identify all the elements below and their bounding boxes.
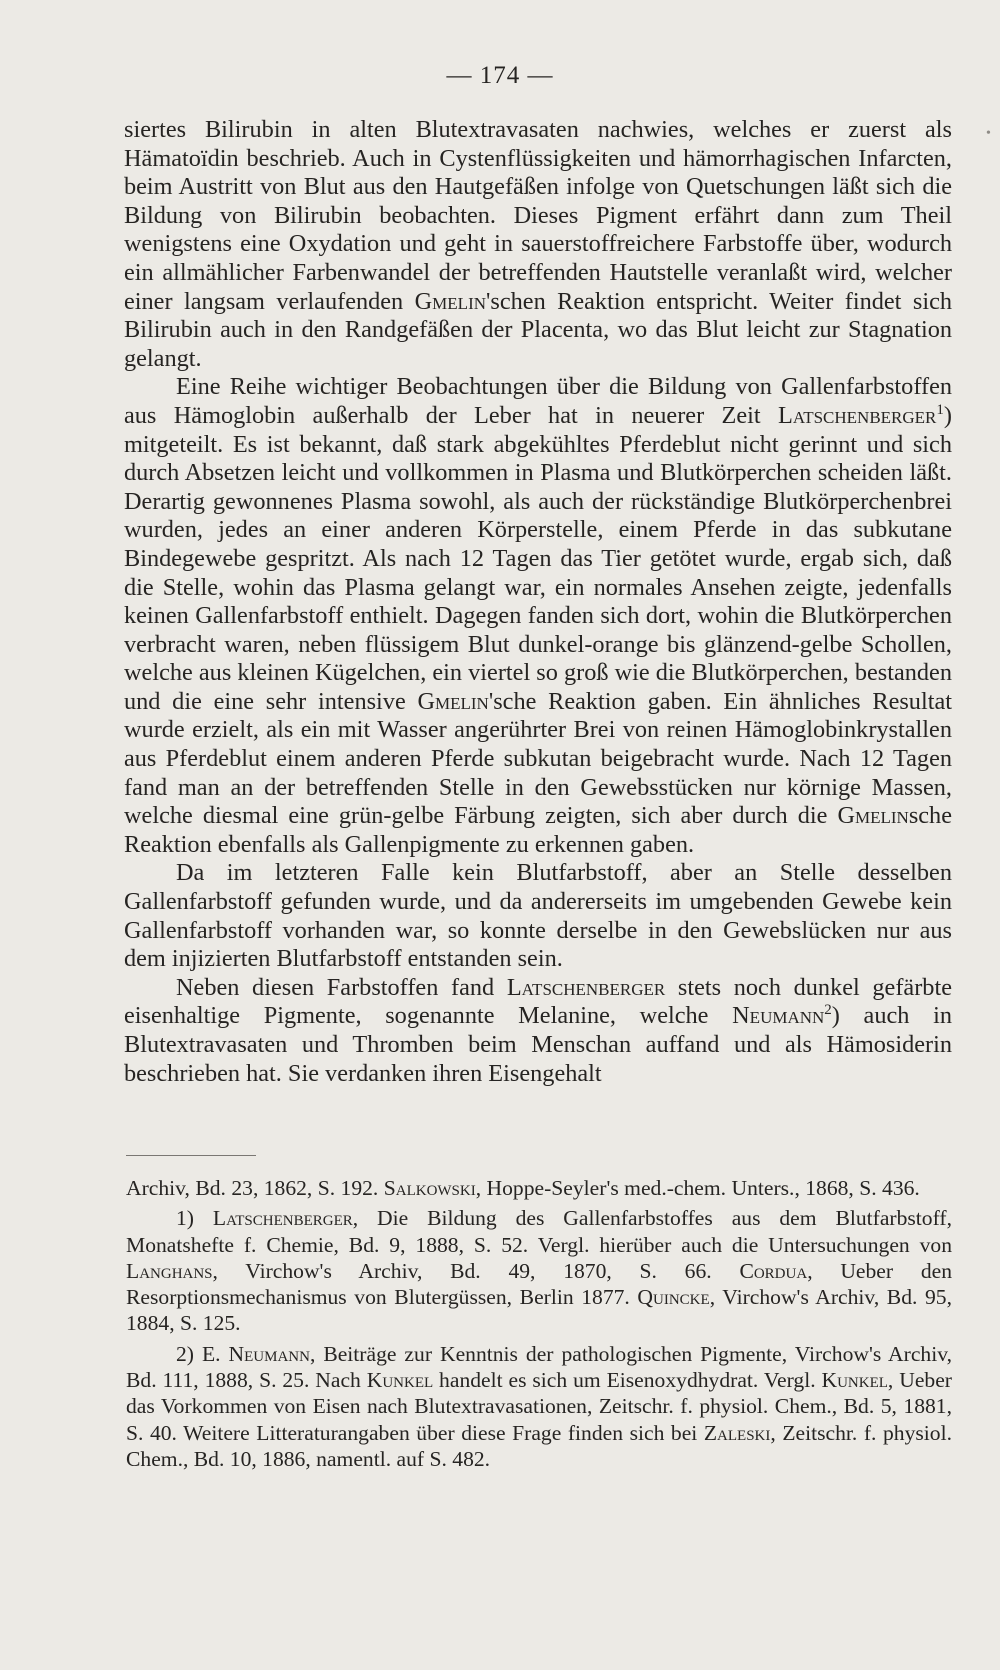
author-name: Kunkel — [366, 1368, 434, 1393]
author-name: Latschenberger — [212, 1206, 353, 1231]
author-name: Quincke — [637, 1285, 710, 1310]
footnote-1 — [126, 1205, 952, 1336]
text-run: 'sche Reaktion gaben. Ein ähnliches Resultat wurde erzielt, als ein mit Wasser angerührter Brei von reinen Hämoglobinkrystallen aus Pferdeblut einem anderen Pferde subkutan beigebracht wurde. Nach 12 Tagen fand man an der betreffenden Stelle in den Gewebsstücken nur körnige Massen, welche diesmal eine grün-gelbe Färbung zeigten, sich aber durch die — [124, 687, 952, 830]
author-name: Neumann — [228, 1341, 310, 1366]
text-run: Neben diesen Farbstoffen fand — [176, 973, 507, 1001]
text-run: Archiv, Bd. 23, 1862, S. 192. — [126, 1176, 384, 1200]
author-name: Cordua — [739, 1258, 808, 1283]
author-name: Gmelin — [417, 687, 489, 715]
body-text — [124, 116, 952, 1088]
footnotes — [126, 1175, 952, 1472]
text-run: stets noch dunkel gefärbte eisenhaltige Pigmente, sogenannte Melanine, welche — [124, 973, 952, 1030]
paragraph-1 — [124, 116, 952, 373]
author-name: Latschenberger — [777, 401, 937, 429]
text-run: , Hoppe-Seyler's med.-chem. Unters., 1868, S. 436. — [475, 1176, 920, 1200]
text-run: siertes Bilirubin in alten Blutextravasaten nachwies, welches er zuerst als Hämatoïdin beschrieb. Auch in Cystenflüssigkeiten und hämorrhagischen Infarcten, beim Austritt von Blut aus den Hautgefäßen infolge von Quetschungen läßt sich die Bildung von Bilirubin beobachten. Dieses Pigment erfährt dann zum Theil wenigstens eine Oxydation und geht in sauerstoffreichere Farbstoffe über, wodurch ein allmählicher Farbenwandel der betreffenden Hautstelle veranlaßt wird, welcher einer langsam verlaufenden — [124, 116, 952, 315]
footnote-divider — [126, 1155, 256, 1156]
footnote-marker: 1) — [176, 1206, 213, 1231]
text-run: ) auch in Blutextravasaten und Thromben beim Menschan auffand und als Hämosiderin beschrieben hat. Sie verdanken ihren Eisengehalt — [124, 1002, 952, 1087]
text-run: 'schen Reaktion entspricht. Weiter findet sich Bilirubin auch in den Randgefäßen der Placenta, wo das Blut leicht zur Stagnation gelangt. — [124, 287, 952, 372]
text-run: , Die Bildung des Gallenfarbstoffes aus dem Blutfarbstoff, Monatshefte f. Chemie, Bd. 9, 1888, S. 52. Vergl. hierüber auch die Untersuchungen von — [126, 1206, 952, 1257]
text-run: ) mitgeteilt. Es ist bekannt, daß stark abgekühltes Pferdeblut nicht gerinnt und sich durch Absetzen leicht und vollkommen in Plasma und Blutkörperchen scheiden läßt. Derartig gewonnenes Plasma sowohl, als auch der rückständige Blutkörperchenbrei wurden, jedes an einer anderen Körperstelle, einem Pferde in das subkutane Bindegewebe gespritzt. Als nach 12 Tagen das Tier getötet wurde, ergab sich, daß die Stelle, wohin das Plasma gelangt war, ein normales Ansehen zeigte, jedenfalls keinen Gallenfarbstoff enthielt. Dagegen fanden sich dort, wohin die Blutkörperchen verbracht waren, neben flüssigem Blut dunkel-orange bis glänzend-gelbe Schollen, welche aus kleinen Kügelchen, ein viertel so groß wie die Blutkörperchen, bestanden und die eine sehr intensive — [124, 401, 952, 715]
margin-mark: • — [986, 126, 991, 141]
author-name: Gmelin — [837, 802, 909, 830]
author-name: Langhans — [126, 1258, 213, 1283]
author-name: Gmelin — [414, 287, 487, 315]
footnote-2 — [126, 1341, 952, 1472]
footnote-marker: 2) E. — [176, 1341, 229, 1366]
footnote-continuation — [126, 1175, 952, 1201]
text-run: , Virchow's Archiv, Bd. 95, 1884, S. 125. — [126, 1285, 952, 1336]
text-run: , Zeitschr. f. physiol. Chem., Bd. 10, 1886, namentl. auf S. 482. — [126, 1420, 952, 1471]
author-name: Neumann — [732, 1002, 825, 1030]
text-run: , Beiträge zur Kenntnis der pathologischen Pigmente, Virchow's Archiv, Bd. 111, 1888, S. 25. Nach — [126, 1341, 952, 1393]
footnote-ref-1: 1 — [936, 401, 944, 418]
text-run: handelt es sich um Eisenoxydhydrat. Vergl. — [433, 1368, 822, 1393]
text-run: , Virchow's Archiv, Bd. 49, 1870, S. 66. — [212, 1258, 740, 1283]
footnote-ref-2: 2 — [824, 1002, 832, 1019]
author-name: Salkowski — [383, 1176, 476, 1200]
paragraph-4 — [124, 974, 952, 1088]
paragraph-3 — [124, 859, 952, 973]
text-run: Da im letzteren Falle kein Blutfarbstoff, aber an Stelle desselben Gallenfarbstoff gefunden wurde, und da andererseits im umgebenden Gewebe kein Gallenfarbstoff vorhanden war, so konnte derselbe in den Gewebslücken nur aus dem injizierten Blutfarbstoff entstanden sein. — [124, 859, 952, 973]
author-name: Zaleski — [703, 1420, 771, 1445]
page-number: — 174 — — [446, 62, 554, 89]
author-name: Latschenberger — [506, 973, 666, 1001]
paragraph-2 — [124, 373, 952, 859]
author-name: Kunkel — [821, 1368, 888, 1393]
text-run: Eine Reihe wichtiger Beobachtungen über die Bildung von Gallenfarbstoffen aus Hämoglobin außerhalb der Leber hat in neuerer Zeit — [124, 373, 952, 429]
text-run: , Ueber das Vorkommen von Eisen nach Blutextravasationen, Zeitschr. f. physiol. Chem., Bd. 5, 1881, S. 40. Weitere Litteraturangaben über diese Frage finden sich bei — [126, 1368, 952, 1445]
text-run: , Ueber den Resorptionsmechanismus von Blutergüssen, Berlin 1877. — [126, 1258, 953, 1310]
text-run: sche Reaktion ebenfalls als Gallenpigmente zu erkennen gaben. — [124, 802, 952, 858]
